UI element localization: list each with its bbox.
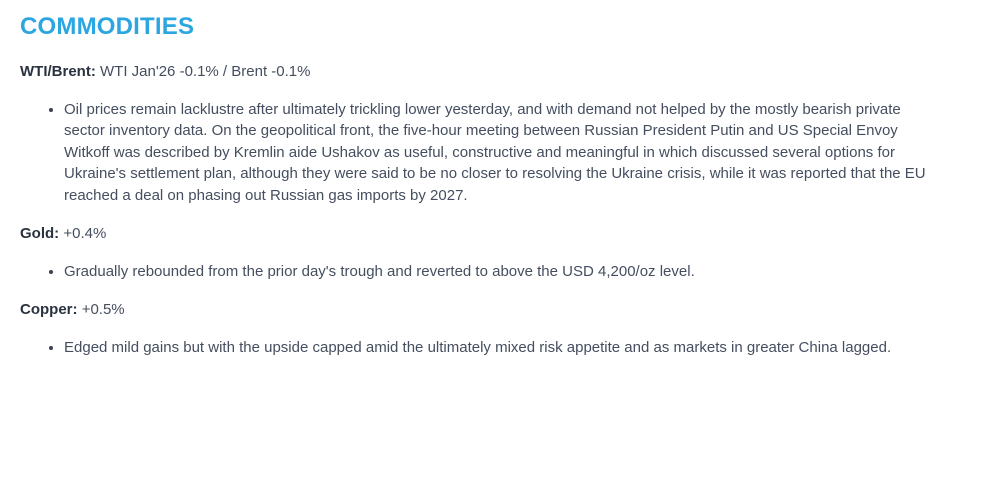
bullet-item: • Oil prices remain lacklustre after ultimately trickling lower yesterday, and with demand not helped by the mostly bearish private sector inventory data. On the geopolitical front, the five-hour meeting between Russian President Putin and US Special Envoy Witkoff was described by Kremlin aide Ushakov as useful, constructive and meaningful in which discussed several options for Ukraine's settlement plan, although they were said to be no closer to resolving the Ukraine crisis, while it was reported that the EU reached a deal on phasing out Russian gas imports by 2027. <box>64 99 932 207</box>
gold-label: Gold: <box>20 225 60 242</box>
wti-brent-headline <box>20 61 932 83</box>
page-title: COMMODITIES <box>20 13 195 40</box>
copper-bullet-list <box>20 337 932 359</box>
copper-headline <box>20 299 932 321</box>
wti-brent-label: WTI/Brent: <box>20 63 96 80</box>
gold-bullet-list <box>20 261 932 283</box>
bullet-item: • Gradually rebounded from the prior day's trough and reverted to above the USD 4,200/oz level. <box>64 261 932 283</box>
bullet-item: • Edged mild gains but with the upside capped amid the ultimately mixed risk appetite and as markets in greater China lagged. <box>64 337 932 359</box>
copper-label: Copper: <box>20 301 78 318</box>
wti-brent-value: WTI Jan'26 -0.1% / Brent -0.1% <box>100 63 311 80</box>
copper-value: +0.5% <box>81 301 125 318</box>
wti-brent-bullet-list <box>20 99 932 207</box>
gold-value: +0.4% <box>63 225 107 242</box>
gold-headline <box>20 223 932 245</box>
